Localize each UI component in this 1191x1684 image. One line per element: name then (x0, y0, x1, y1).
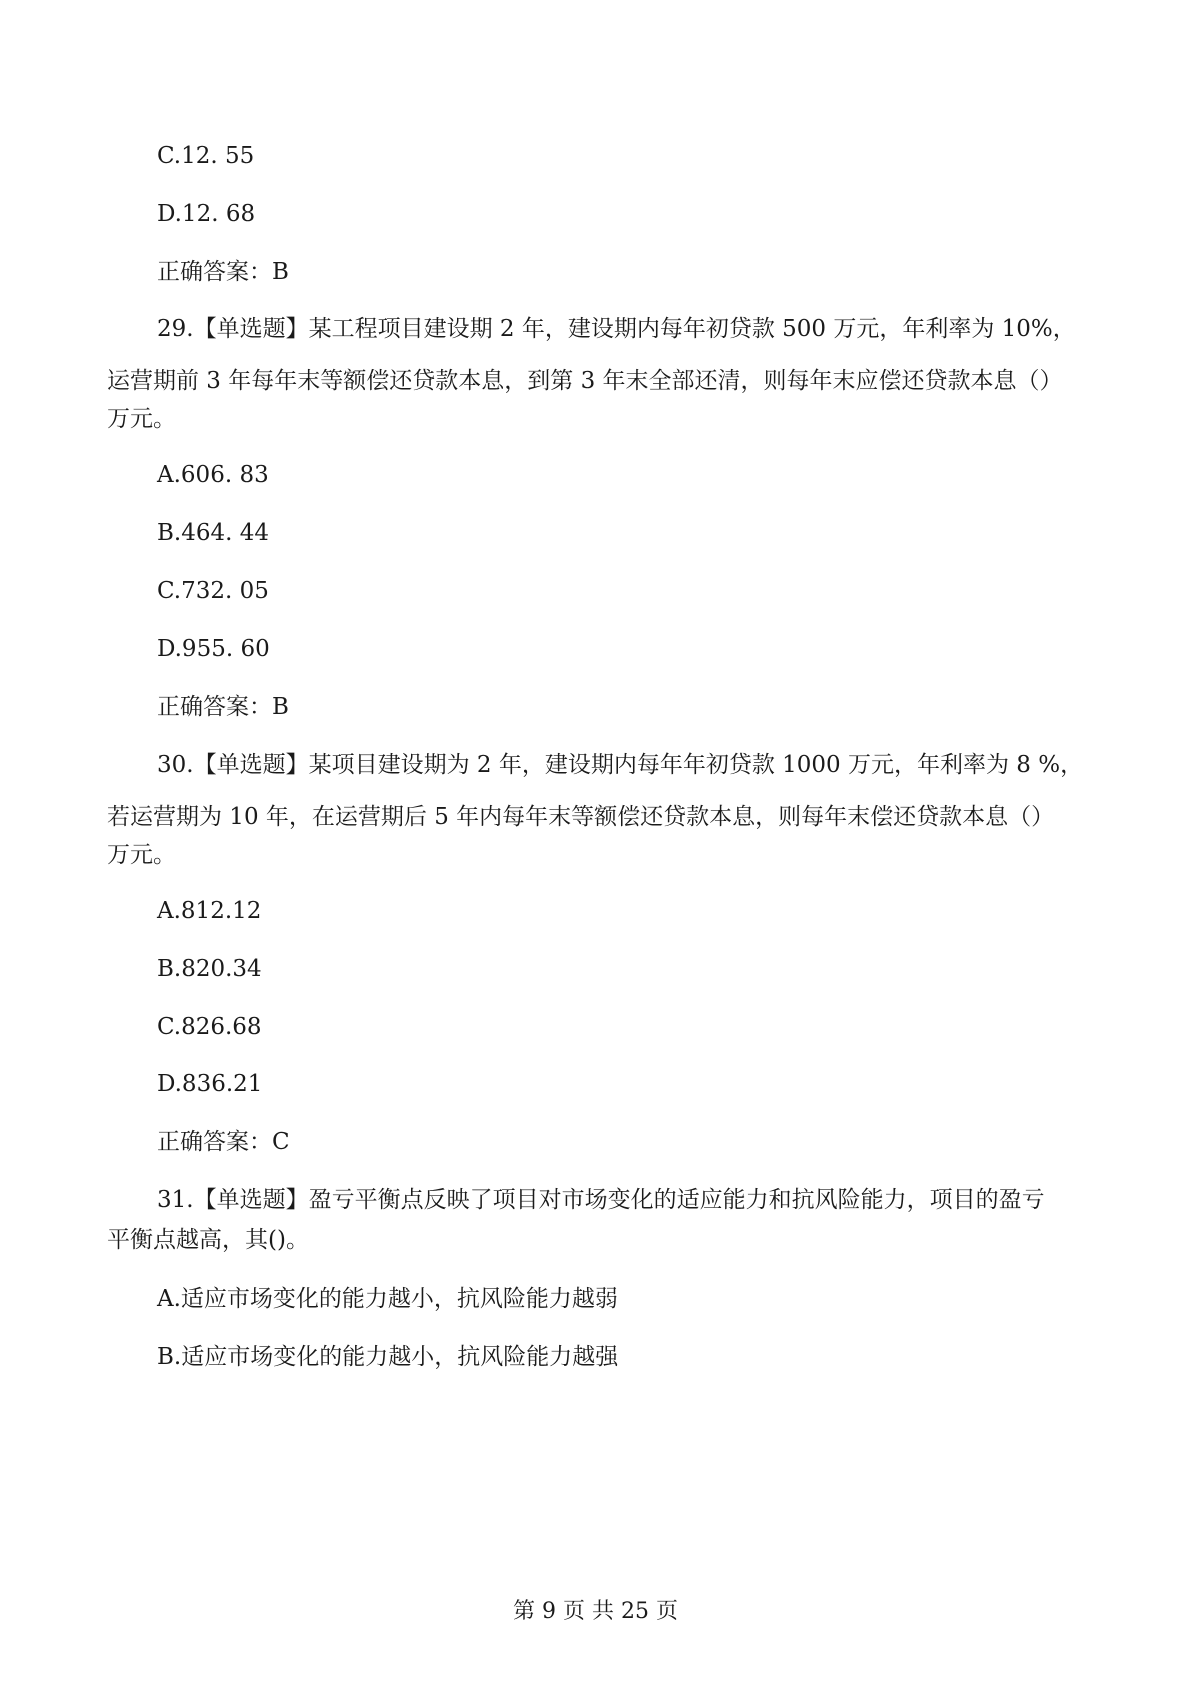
correct-answer: 正确答案：B (157, 694, 289, 720)
option-c: C.12. 55 (157, 143, 255, 169)
option-b: B.适应市场变化的能力越小，抗风险能力越强 (157, 1344, 619, 1370)
question-stem-line: 运营期前 3 年每年末等额偿还贷款本息，到第 3 年末全部还清，则每年末应偿还贷款本息（） (107, 368, 1063, 394)
question-stem-line: 万元。 (107, 406, 176, 432)
option-a: A.606. 83 (157, 462, 269, 488)
option-a: A.适应市场变化的能力越小，抗风险能力越弱 (157, 1286, 618, 1312)
page-number: 第 9 页 共 25 页 (513, 1599, 678, 1624)
question-stem-line: 若运营期为 10 年，在运营期后 5 年内每年末等额偿还贷款本息，则每年末偿还贷款本息（） (107, 804, 1055, 830)
question-stem-line: 平衡点越高，其()。 (107, 1227, 309, 1253)
option-c: C.732. 05 (157, 578, 269, 604)
option-b: B.464. 44 (157, 520, 270, 546)
correct-answer: 正确答案：B (157, 259, 289, 285)
option-d: D.955. 60 (157, 636, 270, 662)
question-stem-line: 30.【单选题】某项目建设期为 2 年，建设期内每年年初贷款 1000 万元，年利率为 8 %， (157, 752, 1084, 778)
option-a: A.812.12 (157, 898, 262, 924)
correct-answer: 正确答案：C (157, 1129, 290, 1155)
option-c: C.826.68 (157, 1014, 262, 1040)
question-stem-line: 31.【单选题】盈亏平衡点反映了项目对市场变化的适应能力和抗风险能力，项目的盈亏 (157, 1187, 1045, 1213)
question-stem-line: 万元。 (107, 842, 176, 868)
option-d: D.12. 68 (157, 201, 256, 227)
option-d: D.836.21 (157, 1071, 263, 1097)
option-b: B.820.34 (157, 956, 262, 982)
question-stem-line: 29.【单选题】某工程项目建设期 2 年，建设期内每年初贷款 500 万元，年利率为 10%， (157, 316, 1076, 342)
